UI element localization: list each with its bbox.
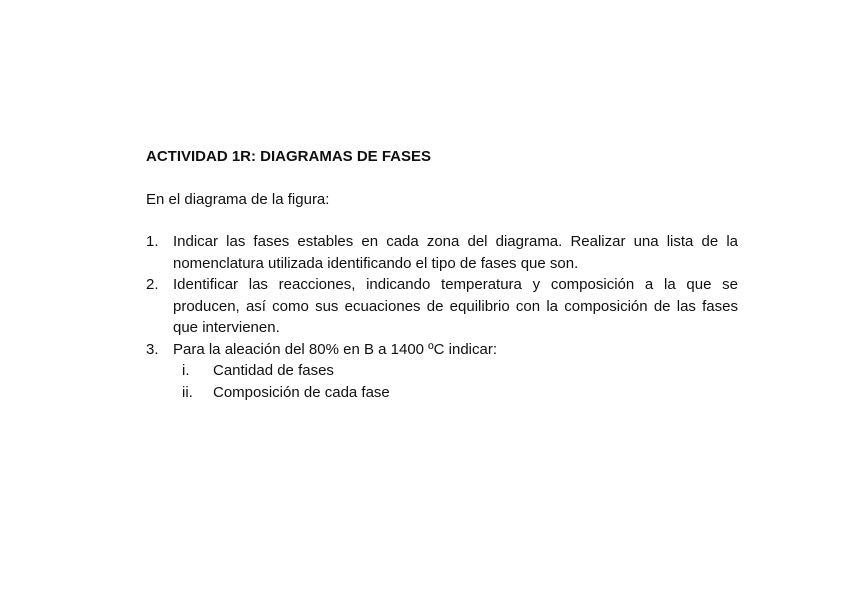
list-item-number: 2. bbox=[146, 276, 159, 293]
list-item-text: Identificar las reacciones, indicando temperatura y composición a la que se producen, así como sus ecuaciones de equilibrio con la composición de las fases que intervienen. bbox=[173, 276, 738, 336]
sub-list-item bbox=[146, 382, 738, 404]
sub-list-item bbox=[146, 360, 738, 382]
sub-list-item-text: Cantidad de fases bbox=[213, 362, 334, 379]
document-title: ACTIVIDAD 1R: DIAGRAMAS DE FASES bbox=[146, 148, 432, 165]
list-item bbox=[146, 231, 738, 274]
sub-list-item-number: ii. bbox=[182, 383, 193, 401]
list-item bbox=[146, 339, 738, 361]
sub-list-item-text: Composición de cada fase bbox=[213, 383, 390, 401]
list-item-text: Indicar las fases estables en cada zona del diagrama. Realizar una lista de la nomenclatura utilizada identificando el tipo de fases que son. bbox=[173, 233, 738, 272]
list-item bbox=[146, 274, 738, 339]
sub-list bbox=[146, 360, 738, 403]
document-page bbox=[146, 146, 738, 403]
sub-list-item-number: i. bbox=[182, 362, 190, 379]
activity-list bbox=[146, 231, 738, 360]
list-item-text: Para la aleación del 80% en B a 1400 ºC indicar: bbox=[173, 340, 498, 358]
list-item-number: 1. bbox=[146, 233, 159, 250]
intro-text: En el diagrama de la figura: bbox=[146, 190, 330, 208]
list-item-number: 3. bbox=[146, 340, 159, 358]
